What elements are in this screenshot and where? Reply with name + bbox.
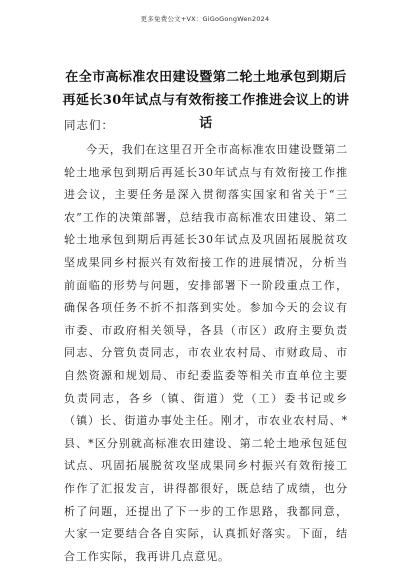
document-title: 在全市高标准农田建设暨第二轮土地承包到期后再延长30年试点与有效衔接工作推进会议上的讲话 xyxy=(62,70,350,131)
salutation: 同志们： xyxy=(64,118,114,132)
header-note: 更多免费公文+VX：GiGoGongWen2024 xyxy=(140,15,270,23)
body-paragraph: 今天，我们在这里召开全市高标准农田建设暨第二轮土地承包到期后再延长30年试点与有效衔接工作推进会议，主要任务是深入贯彻落实国家和省关于“三农”工作的决策部署，总结我市高标准农田建设、第二轮土地承包到期后再延长30年试点及巩固拓展脱贫攻坚成果同乡村振兴有效衔接工作的进展情况，分析当前面临的形势与问题，安排部署下一阶段重点工作，确保各项任务不折不扣落到实处。参加今天的会议有市委、市政府相关领导，各县（市区）政府主要负责同志、分管负责同志，市农业农村局、市财政局、市自然资源和规划局、市纪委监委等相关市直单位主要负责同志，各乡（镇、街道）党（工）委书记或乡（镇）长、街道办事处主任。刚才，市农业农村局、*县、*区分别就高标准农田建设、第二轮土地承包延包试点、巩固拓展脱贫攻坚成果同乡村振兴有效衔接工作作了汇报发言，讲得都很好，既总结了成绩，也分析了问题，还提出了下一步的工作思路，我都同意，大家一定要结合各自实际，认真抓好落实。下面，结合工作实际，我再讲几点意见。 xyxy=(64,143,348,563)
